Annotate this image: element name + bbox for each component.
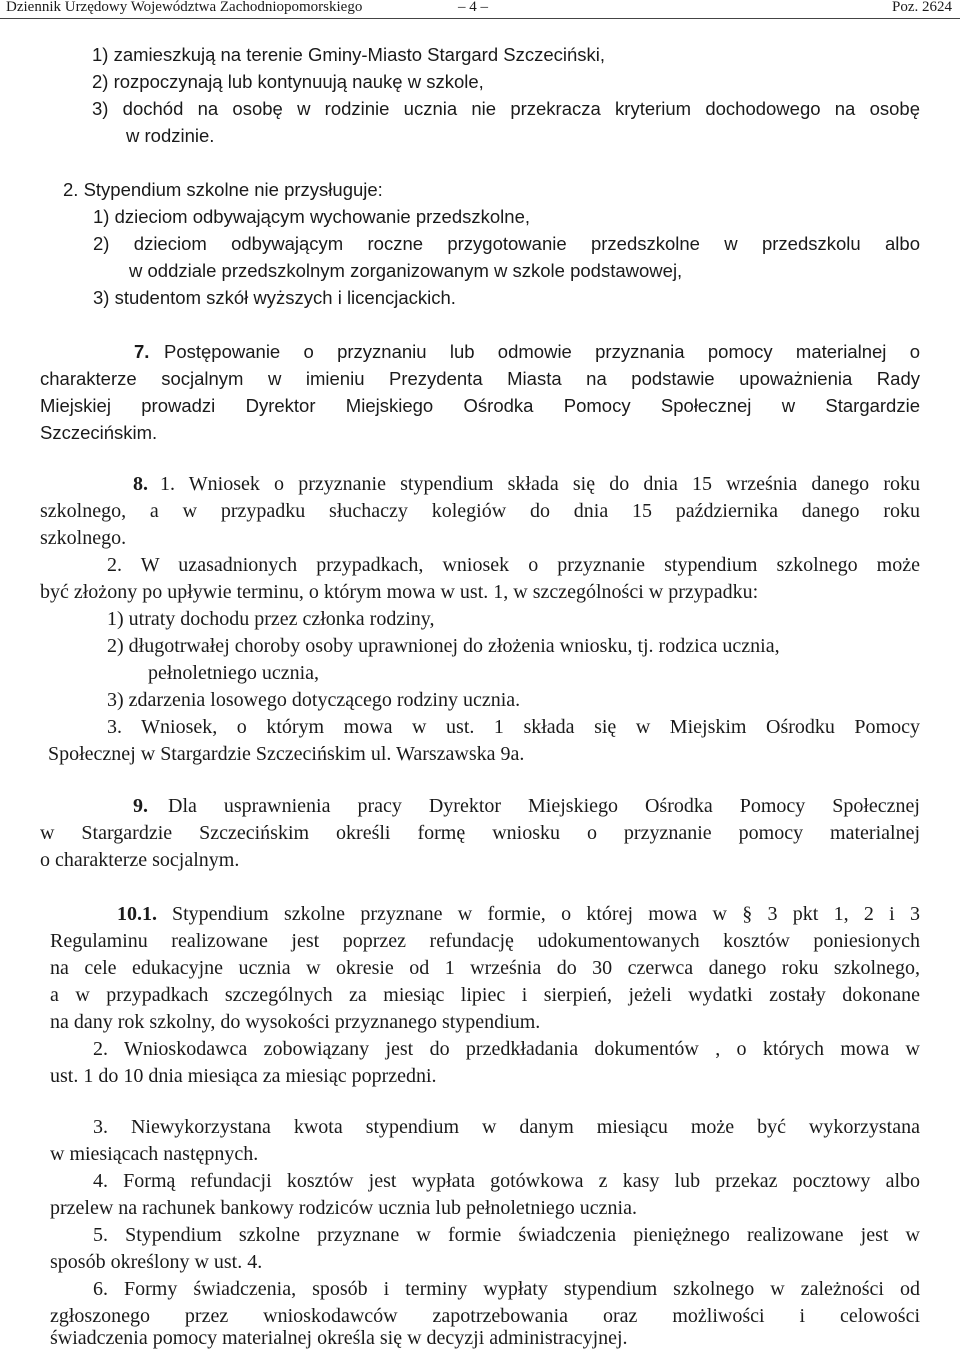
position-number: Poz. 2624 xyxy=(892,0,952,15)
text-line: 2. Stypendium szkolne nie przysługuje: xyxy=(63,179,383,200)
text-line: zgłoszonego przez wnioskodawców zapotrzebowania oraz możliwości i celowości xyxy=(50,1305,920,1327)
text-line: w rodzinie. xyxy=(126,125,215,146)
text-line: szkolnego. xyxy=(40,527,127,549)
text-line: Dla usprawnienia pracy Dyrektor Miejskiego Ośrodka Pomocy Społecznej xyxy=(168,795,920,817)
text-line: świadczenia pomocy materialnej określa się w decyzji administracyjnej. xyxy=(50,1327,628,1349)
page-header xyxy=(0,0,960,19)
text-line: 1. Wniosek o przyznanie stypendium składa się do dnia 15 września danego roku xyxy=(160,473,920,495)
text-line: szkolnego, a w przypadku słuchaczy kolegiów do dnia 15 października danego roku xyxy=(40,500,920,522)
section-number: 8. xyxy=(133,473,148,495)
text-line: 3) dochód na osobę w rodzinie ucznia nie przekracza kryterium dochodowego na osobę xyxy=(92,98,920,119)
text-line: 1) dzieciom odbywającym wychowanie przedszkolne, xyxy=(93,206,530,227)
text-line: na cele edukacyjne ucznia w okresie od 1 września do 30 czerwca danego roku szkolnego, xyxy=(50,957,920,979)
text-line: 1) zamieszkują na terenie Gminy-Miasto Stargard Szczeciński, xyxy=(92,44,606,65)
text-line: sposób określony w ust. 4. xyxy=(50,1251,263,1273)
text-line: w miesiącach następnych. xyxy=(50,1143,259,1165)
journal-title: Dziennik Urzędowy Województwa Zachodniopomorskiego xyxy=(6,0,363,15)
text-line: w Stargardzie Szczecińskim określi formę wniosku o przyznanie pomocy materialnej xyxy=(40,822,920,844)
text-line: 2) rozpoczynają lub kontynuują naukę w szkole, xyxy=(92,71,484,92)
text-line: 2. W uzasadnionych przypadkach, wniosek o przyznanie stypendium szkolnego może xyxy=(107,554,920,576)
text-line: Stypendium szkolne przyznane w formie, o której mowa w § 3 pkt 1, 2 i 3 xyxy=(172,903,920,925)
section-number: 10.1. xyxy=(117,903,157,925)
text-line: pełnoletniego ucznia, xyxy=(148,662,320,684)
text-line: ust. 1 do 10 dnia miesiąca za miesiąc poprzedni. xyxy=(50,1065,437,1087)
text-line: być złożony po upływie terminu, o którym mowa w ust. 1, w szczególności w przypadku: xyxy=(40,581,759,603)
text-line: 3) zdarzenia losowego dotyczącego rodziny ucznia. xyxy=(107,689,521,711)
section-number: 7. xyxy=(134,341,150,362)
text-line: w oddziale przedszkolnym zorganizowanym w szkole podstawowej, xyxy=(129,260,683,281)
text-line: na dany rok szkolny, do wysokości przyznanego stypendium. xyxy=(50,1011,541,1033)
text-line: 2. Wnioskodawca zobowiązany jest do przedkładania dokumentów , o których mowa w xyxy=(93,1038,920,1060)
text-line: Postępowanie o przyznaniu lub odmowie przyznania pomocy materialnej o xyxy=(164,341,920,362)
text-line: 2) dzieciom odbywającym roczne przygotowanie przedszkolne w przedszkolu albo xyxy=(93,233,920,254)
text-line: o charakterze socjalnym. xyxy=(40,849,240,871)
text-line: Miejskiej prowadzi Dyrektor Miejskiego Ośrodka Pomocy Społecznej w Stargardzie xyxy=(40,395,920,416)
text-line: Szczecińskim. xyxy=(40,422,158,443)
text-line: 2) długotrwałej choroby osoby uprawnionej do złożenia wniosku, tj. rodzica ucznia, xyxy=(107,635,780,657)
text-line: 3. Niewykorzystana kwota stypendium w danym miesiącu może być wykorzystana xyxy=(93,1116,920,1138)
text-line: 5. Stypendium szkolne przyznane w formie świadczenia pieniężnego realizowane jest w xyxy=(93,1224,920,1246)
text-line: 3. Wniosek, o którym mowa w ust. 1 składa się w Miejskim Ośrodku Pomocy xyxy=(107,716,920,738)
text-line: 3) studentom szkół wyższych i licencjackich. xyxy=(93,287,456,308)
text-line: charakterze socjalnym w imieniu Prezydenta Miasta na podstawie upoważnienia Rady xyxy=(40,368,920,389)
section-number: 9. xyxy=(133,795,148,817)
text-line: a w przypadkach szczególnych za miesiąc lipiec i sierpień, jeżeli wydatki zostały dokonane xyxy=(50,984,920,1006)
text-line: przelew na rachunek bankowy rodziców ucznia lub pełnoletniego ucznia. xyxy=(50,1197,637,1219)
text-line: 6. Formy świadczenia, sposób i terminy wypłaty stypendium szkolnego w zależności od xyxy=(93,1278,920,1300)
text-line: 1) utraty dochodu przez członka rodziny, xyxy=(107,608,435,630)
text-line: Społecznej w Stargardzie Szczecińskim ul. Warszawska 9a. xyxy=(48,743,525,765)
text-line: 4. Formą refundacji kosztów jest wypłata gotówkowa z kasy lub przekaz pocztowy albo xyxy=(93,1170,920,1192)
page-number: – 4 – xyxy=(458,0,488,15)
text-line: Regulaminu realizowane jest poprzez refundację udokumentowanych kosztów poniesionych xyxy=(50,930,920,952)
